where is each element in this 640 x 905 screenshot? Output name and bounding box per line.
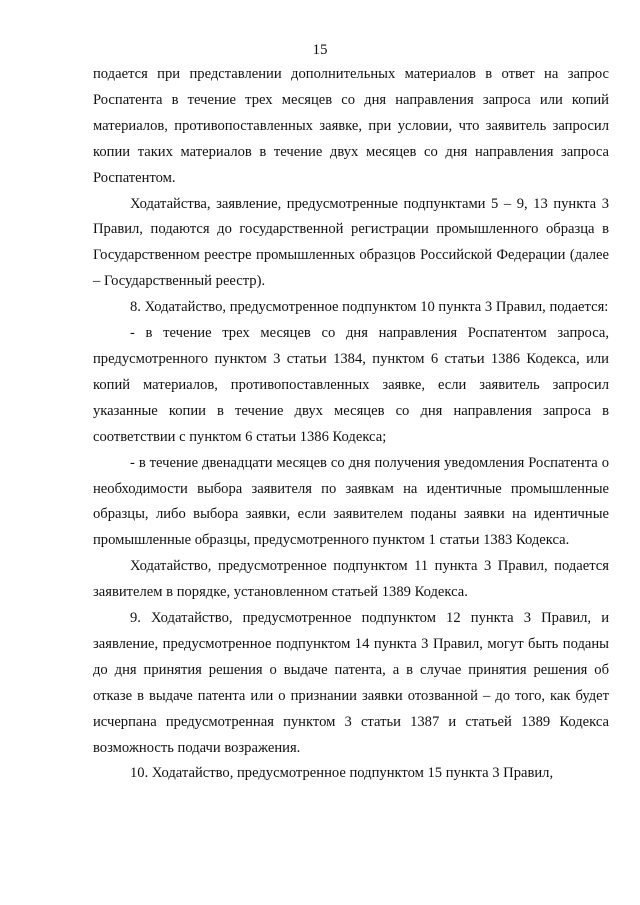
document-body xyxy=(93,62,609,787)
paragraph-item-10: 10. Ходатайство, предусмотренное подпунктом 15 пункта 3 Правил, xyxy=(130,765,554,782)
paragraph-item-8-dash-1: - в течение трех месяцев со дня направления Роспатентом запроса, предусмотренного пунктом 3 статьи 1384, пунктом 6 статьи 1386 Кодекса, или копий материалов, противопоставленных заявке, если заявитель запросил указанные копии в течение двух месяцев со дня направления запроса в соответствии с пунктом 6 статьи 1386 Кодекса; xyxy=(93,325,609,445)
paragraph-petition-subparagraph-11: Ходатайство, предусмотренное подпунктом 11 пункта 3 Правил, подается заявителем в порядке, установленном статьей 1389 Кодекса. xyxy=(93,558,609,601)
paragraph-item-8-dash-2: - в течение двенадцати месяцев со дня получения уведомления Роспатента о необходимости выбора заявителя по заявкам на идентичные промышленные образцы, либо выбора заявки, если заявителем поданы заявки на идентичные промышленные образцы, предусмотренного пунктом 1 статьи 1383 Кодекса. xyxy=(93,454,609,549)
paragraph-item-9: 9. Ходатайство, предусмотренное подпунктом 12 пункта 3 Правил, и заявление, предусмотренное подпунктом 14 пункта 3 Правил, могут быть поданы до дня принятия решения о выдаче патента, а в случае принятия решения об отказе в выдаче патента или о признании заявки отозванной – до того, как будет исчерпана предусмотренная пунктом 3 статьи 1387 и статьей 1389 Кодекса возможность подачи возражения. xyxy=(93,610,609,756)
page-number: 15 xyxy=(312,42,328,58)
paragraph-item-8: 8. Ходатайство, предусмотренное подпунктом 10 пункта 3 Правил, подается: xyxy=(130,299,609,316)
paragraph-continuation: подается при представлении дополнительных материалов в ответ на запрос Роспатента в течение трех месяцев со дня направления запроса или копий материалов, противопоставленных заявке, при условии, что заявитель запросил копии таких материалов в течение двух месяцев со дня направления запроса Роспатентом. xyxy=(93,66,609,186)
paragraph-petitions-deadline: Ходатайства, заявление, предусмотренные подпунктами 5 – 9, 13 пункта 3 Правил, подаются до государственной регистрации промышленного образца в Государственном реестре промышленных образцов Российской Федерации (далее – Государственный реестр). xyxy=(93,195,609,290)
